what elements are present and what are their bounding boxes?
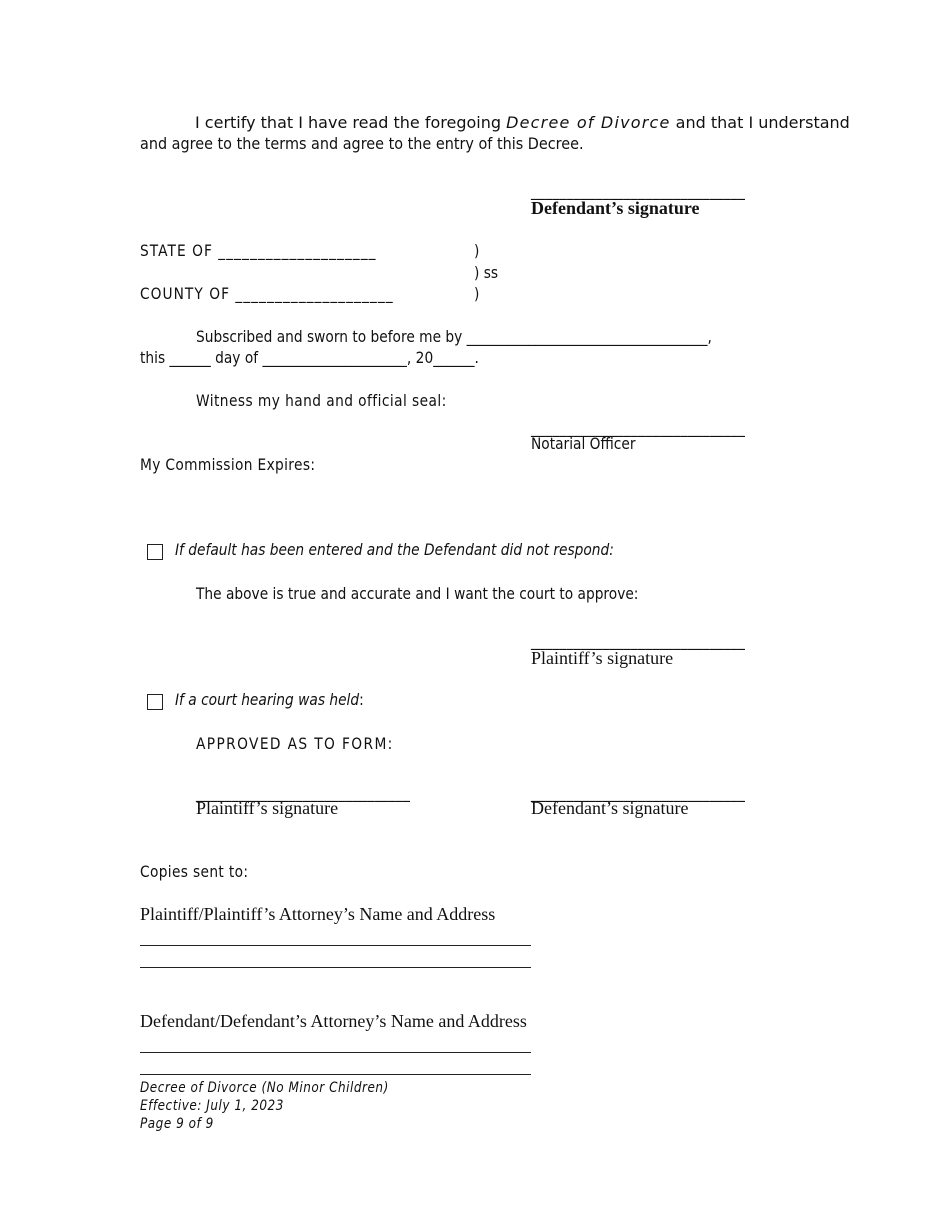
defendant-address-line-2[interactable] xyxy=(140,1074,531,1075)
hearing-defendant-signature-label: Defendant’s signature xyxy=(531,798,689,818)
approved-as-to-form: APPROVED AS TO FORM: xyxy=(196,734,394,753)
plaintiff-address-heading: Plaintiff/Plaintiff’s Attorney’s Name and Address xyxy=(140,904,496,924)
sworn-line-1[interactable]: Subscribed and sworn to before me by ___________________________________, xyxy=(196,327,712,346)
default-plaintiff-signature-line[interactable]: ______________________________ xyxy=(531,631,746,650)
notary-signature-line[interactable]: ______________________________ xyxy=(531,418,746,437)
certify-text-pre: I certify that I have read the foregoing xyxy=(195,113,502,132)
witness-text: Witness my hand and official seal: xyxy=(196,391,447,410)
hearing-option-colon: : xyxy=(359,690,364,709)
certify-text-post: and that I understand xyxy=(675,113,850,132)
defendant-signature-line[interactable]: ______________________________ xyxy=(531,181,746,200)
hearing-plaintiff-signature-label: Plaintiff’s signature xyxy=(196,798,339,818)
plaintiff-address-line-2[interactable] xyxy=(140,967,531,968)
venue-paren-3: ) xyxy=(474,284,480,303)
state-of-field[interactable]: STATE OF ____________________ xyxy=(140,241,377,260)
hearing-checkbox[interactable] xyxy=(147,694,163,710)
decree-title-inline: Decree of Divorce xyxy=(506,113,671,132)
notary-label: Notarial Officer xyxy=(531,434,636,453)
hearing-option-label-text: If a court hearing was held xyxy=(175,690,360,709)
footer-effective-date: Effective: July 1, 2023 xyxy=(140,1098,284,1114)
venue-paren-1: ) xyxy=(474,241,480,260)
footer-page-number: Page 9 of 9 xyxy=(140,1116,214,1132)
hearing-plaintiff-signature-line[interactable]: ______________________________ xyxy=(196,783,411,802)
footer-form-name: Decree of Divorce (No Minor Children) xyxy=(140,1080,389,1096)
default-option-label: If default has been entered and the Defendant did not respond: xyxy=(175,540,614,559)
county-of-field[interactable]: COUNTY OF ____________________ xyxy=(140,284,394,303)
hearing-option-label xyxy=(175,690,364,709)
defendant-signature-label: Defendant’s signature xyxy=(531,198,700,218)
commission-expires: My Commission Expires: xyxy=(140,455,316,474)
default-statement: The above is true and accurate and I want the court to approve: xyxy=(196,584,639,603)
sworn-line-2[interactable]: this ______ day of _____________________, 20______. xyxy=(140,348,479,367)
defendant-address-line-1[interactable] xyxy=(140,1052,531,1053)
default-plaintiff-signature-label: Plaintiff’s signature xyxy=(531,648,674,668)
default-checkbox[interactable] xyxy=(147,544,163,560)
certify-line-1 xyxy=(140,113,850,132)
plaintiff-address-line-1[interactable] xyxy=(140,945,531,946)
hearing-defendant-signature-line[interactable]: ______________________________ xyxy=(531,783,746,802)
defendant-address-heading: Defendant/Defendant’s Attorney’s Name and Address xyxy=(140,1011,527,1031)
certify-line-2: and agree to the terms and agree to the entry of this Decree. xyxy=(140,134,584,153)
copies-heading: Copies sent to: xyxy=(140,862,249,881)
venue-paren-ss: ) ss xyxy=(474,263,499,282)
